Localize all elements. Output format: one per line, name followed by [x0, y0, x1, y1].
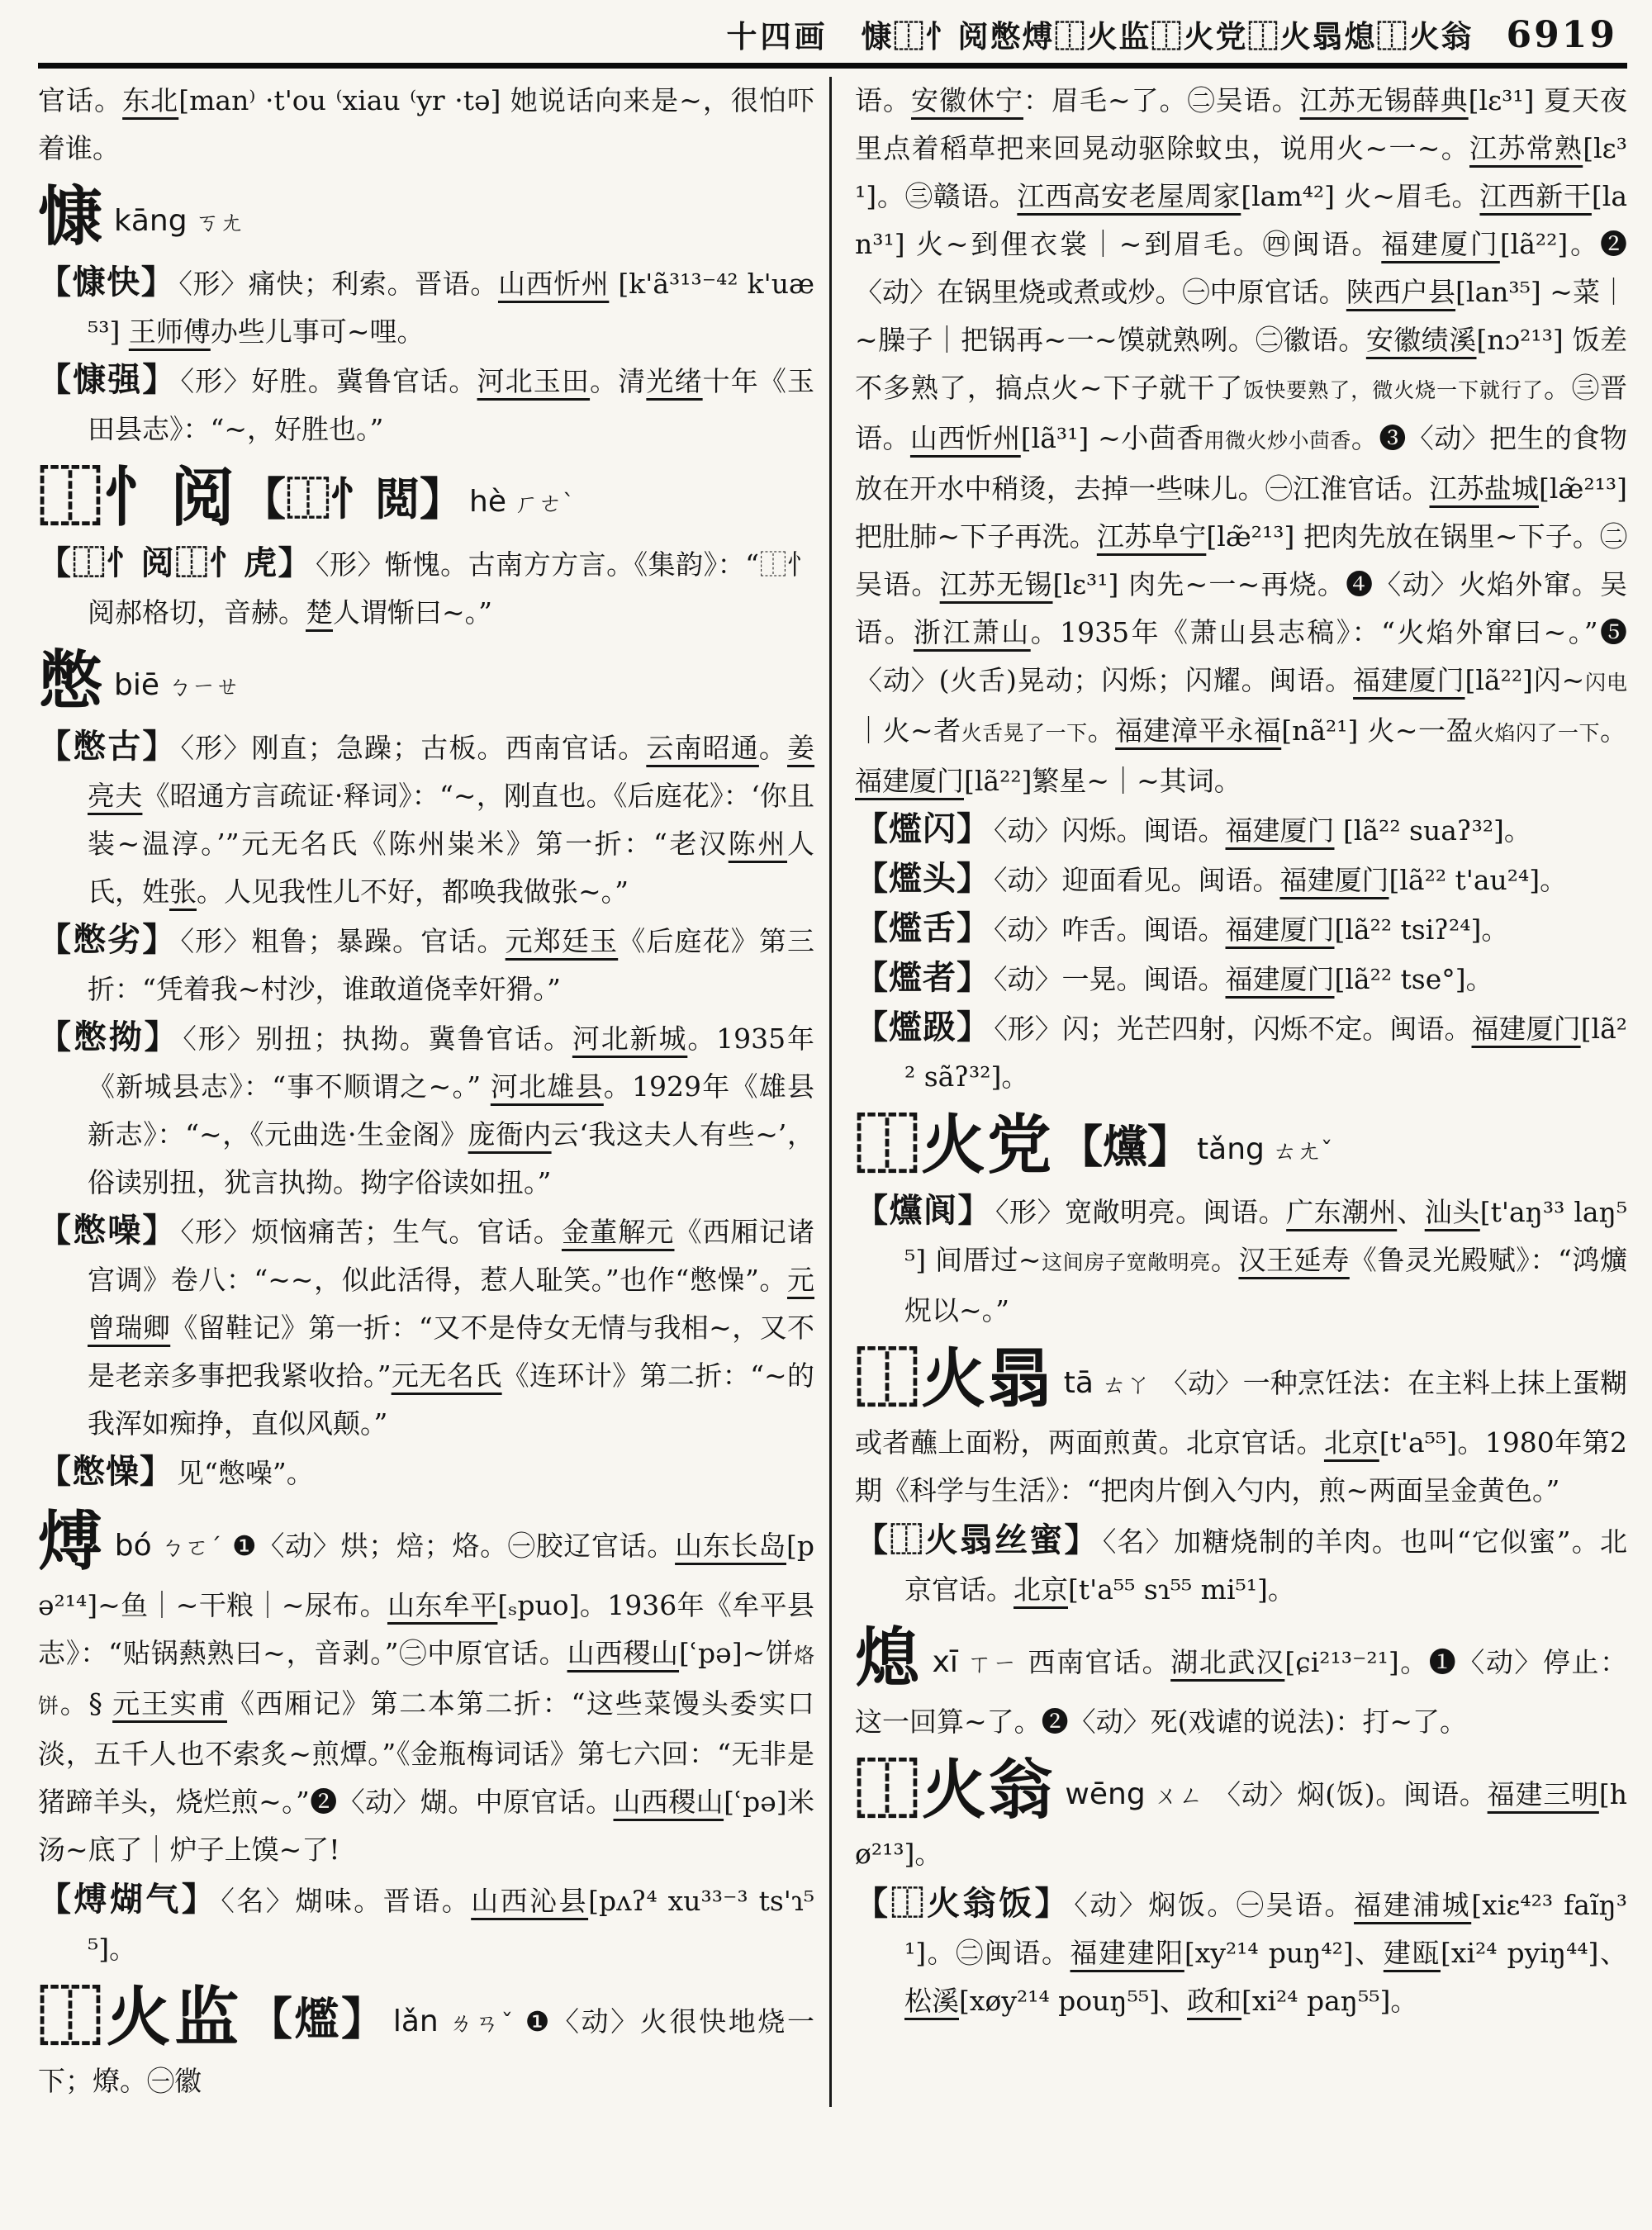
text-run: 《留鞋记》第一折：“又不是侍女无情与我相~，又不是老亲多事把我紧收拾。” — [88, 1312, 815, 1392]
text-run: [lɛ³¹]。㊂赣语。 — [855, 132, 1627, 212]
compound-entry — [38, 723, 814, 916]
text-run: [hø²¹³]。 — [855, 1778, 1627, 1870]
text-run: 《连环计》第二折：“~的我浑如痴挣，直似风颠。” — [88, 1359, 815, 1440]
text-run: [lan³¹] 火~到俚衣裳｜~到眉毛。㊃闽语。 — [855, 180, 1628, 260]
proper-noun-underlined: 金董解元 — [561, 1216, 675, 1248]
text-run: [pə²¹⁴]~鱼｜~干粮｜~尿布。 — [38, 1530, 814, 1621]
text-run: [ʿpə]米汤~底了｜炉子上馍~了! — [38, 1786, 814, 1866]
text-run: [læ̃²¹³] 把肚肺~下子再洗。 — [855, 472, 1628, 553]
compound-headword: 【⿰火𦐇丝蜜】 — [855, 1521, 1099, 1559]
continuation-paragraph — [38, 77, 814, 173]
dictionary-entry — [855, 1106, 1627, 1185]
proper-noun-underlined: 北京 — [1323, 1426, 1379, 1459]
page-number: 6919 — [1506, 14, 1617, 56]
entry-pinyin: lǎn — [392, 2005, 439, 2038]
text-run: 〈动〉一晃。闽语。 — [994, 963, 1226, 995]
proper-noun-underlined: 元王实甫 — [112, 1687, 227, 1720]
text-run: 〈动〉焖(饭)。闽语。 — [1213, 1778, 1488, 1810]
text-run: [læ̃²¹³] 把肉先放在锅里~下子。㊁吴语。 — [855, 520, 1628, 600]
compound-headword: 【爁趿】 — [855, 1008, 991, 1046]
text-run: 语。 — [855, 84, 911, 116]
text-run: 西南官话。 — [1028, 1646, 1171, 1678]
text-run: [t'a⁵⁵]。1980年第2期《科学与生活》：“把肉片倒入勺内，煎~两面呈金黄色。” — [855, 1426, 1628, 1506]
compound-entry — [855, 1516, 1627, 1614]
text-run: [k'ã³¹³⁻⁴² k'uæ⁵³] — [88, 268, 815, 348]
entry-zhuyin: ㄊㄤˇ — [1272, 1136, 1333, 1165]
entry-headword: 慷 — [38, 179, 105, 254]
text-run: [lã²² suaʔ³²]。 — [1334, 814, 1531, 847]
text-run: 。1935年《萧山县志稿》：“火焰外窜曰~。”❺〈动〉(火舌)晃动；闪烁；闪耀。闽语。 — [855, 616, 1628, 696]
proper-noun-underlined: 湖北武汉 — [1170, 1646, 1285, 1678]
text-run: 见“憋噪”。 — [177, 1457, 314, 1489]
header-character-list: 慷⿰忄阅憋煿⿰火监⿰火党⿰火𦐇熄⿰火翁 — [861, 18, 1474, 55]
compound-headword: 【⿰火翁饭】 — [855, 1884, 1071, 1923]
text-run: [lã²²]闪~ — [1464, 664, 1585, 696]
compound-headword: 【爣阆】 — [855, 1191, 993, 1230]
entry-traditional-form: 【爁】 — [247, 1992, 388, 2045]
text-run: ｜火~者 — [855, 714, 961, 747]
proper-noun-underlined: 陈州 — [728, 828, 787, 860]
small-annotation: 烙饼 — [38, 1644, 814, 1718]
proper-noun-underlined: 张 — [169, 875, 197, 908]
text-run: [ₛpuo]。1936年《牟平县志》：“贴锅爇熟曰~，音剥。”㊁中原官话。 — [38, 1589, 814, 1669]
entry-headword: ⿰火翁 — [855, 1753, 1056, 1828]
compound-headword: 【⿰忄阅⿰忄虎】 — [38, 543, 313, 582]
proper-noun-underlined: 河北新城 — [572, 1022, 688, 1055]
compound-entry — [38, 259, 814, 356]
entry-pinyin: tǎng — [1197, 1132, 1265, 1166]
text-run: [xy²¹⁴ puŋ⁴²]、 — [1184, 1937, 1384, 1969]
text-run: [ɕi²¹³⁻²¹]。❶〈动〉停止：这一回算~了。❷〈动〉死(戏谑的说法)：打~了。 — [855, 1646, 1627, 1738]
small-annotation: 火舌晃了一下 — [961, 721, 1088, 745]
entry-pinyin: xī — [932, 1645, 958, 1679]
text-run: 。1929年《雄县新志》：“~，《元曲选·生金阁》 — [88, 1070, 815, 1151]
entry-traditional-form: 【爣】 — [1058, 1120, 1193, 1173]
text-run: 。 — [758, 732, 788, 764]
text-run: [t'a⁵⁵ sɿ⁵⁵ mi⁵¹]。 — [1068, 1573, 1295, 1606]
entry-pinyin: hè — [469, 485, 506, 519]
entry-zhuyin: ㄌㄢˇ — [446, 2009, 515, 2037]
text-run: ❶〈动〉火很快地烧一下；燎。㊀徽 — [38, 2005, 814, 2097]
compound-headword: 【慷强】 — [38, 360, 178, 399]
compound-entry — [38, 1448, 814, 1497]
proper-noun-underlined: 山西忻州 — [497, 268, 610, 300]
compound-headword: 【爁闪】 — [855, 809, 990, 848]
dictionary-entry — [38, 178, 814, 257]
compound-entry — [38, 1876, 814, 1973]
text-run: [man⁾ ·t'ou ⁽xiau ⁽yr ·tə] 她说话向来是~，很怕吓着谁。 — [38, 84, 815, 164]
proper-noun-underlined: 福建漳平永福 — [1115, 714, 1282, 747]
compound-headword: 【爁舌】 — [855, 909, 990, 947]
proper-noun-underlined: 河北雄县 — [490, 1070, 604, 1103]
proper-noun-underlined: 山西忻州 — [909, 422, 1021, 454]
compound-headword: 【爁头】 — [855, 859, 990, 898]
proper-noun-underlined: 福建厦门 — [855, 765, 964, 797]
text-run: [lɛ³¹] 肉先~一~再烧。❹〈动〉火焰外窜。吴语。 — [855, 568, 1628, 648]
entry-zhuyin: ㄊㄚ — [1101, 1370, 1151, 1398]
entry-headword: ⿰忄阅 — [38, 460, 237, 535]
small-annotation: 闪电 — [1584, 671, 1628, 695]
text-run: 。❸〈动〉把生的食物放在开水中稍烫，去掉一些味儿。㊀江淮官话。 — [855, 422, 1627, 505]
page-header — [38, 12, 1627, 56]
text-run: 。1935年《新城县志》：“事不顺谓之~。” — [88, 1022, 815, 1103]
text-run: [t'aŋ³³ laŋ⁵⁵] 间厝过~ — [904, 1196, 1628, 1276]
compound-entry — [38, 539, 814, 637]
text-run: 〈形〉刚直；急躁；古板。西南官话。 — [180, 732, 647, 764]
compound-headword: 【爁者】 — [855, 958, 990, 997]
proper-noun-underlined: 元无名氏 — [391, 1359, 502, 1392]
text-run: 。§ — [59, 1687, 113, 1720]
proper-noun-underlined: 东北 — [122, 84, 179, 116]
entry-traditional-form: 【⿰忄閲】 — [241, 472, 465, 525]
proper-noun-underlined: 政和 — [1187, 1985, 1242, 2017]
text-run: 〈动〉咋舌。闽语。 — [994, 913, 1226, 946]
text-run: 。 — [1087, 714, 1116, 747]
proper-noun-underlined: 山西稷山 — [567, 1637, 680, 1669]
entry-pinyin: wēng — [1065, 1777, 1146, 1811]
text-run: [ʿpə]~饼 — [679, 1637, 794, 1669]
compound-entry — [855, 805, 1627, 855]
dictionary-entry — [855, 1751, 1627, 1878]
entry-headword: ⿰火𦐇 — [855, 1341, 1054, 1416]
compound-entry — [855, 904, 1627, 954]
text-run: 〈形〉闪；光芒四射，闪烁不定。闽语。 — [994, 1013, 1472, 1045]
text-run: 〈形〉好胜。冀鲁官话。 — [180, 365, 477, 397]
proper-noun-underlined: 福建建阳 — [1070, 1937, 1184, 1969]
compound-headword: 【憋噪】 — [38, 1211, 178, 1250]
proper-noun-underlined: 建瓯 — [1383, 1937, 1441, 1969]
compound-headword: 【憋劣】 — [38, 920, 178, 959]
proper-noun-underlined: 山西稷山 — [613, 1786, 724, 1818]
proper-noun-underlined: 河北玉田 — [477, 365, 591, 397]
proper-noun-underlined: 姜亮夫 — [88, 732, 815, 812]
entry-zhuyin: ㄒㄧ — [966, 1649, 1018, 1677]
text-run: [lan³⁵] ~菜｜~臊子｜把锅再~一~馍就熟咧。㊁徽语。 — [855, 276, 1627, 356]
entry-zhuyin: ㄎㄤ — [195, 208, 244, 236]
proper-noun-underlined: 北京 — [1014, 1573, 1068, 1606]
text-run: 。人见我性儿不好，都唤我做张~。” — [197, 875, 629, 908]
text-run: 《后庭花》第三折：“凭着我~村沙，谁敢道侥幸奸猾。” — [88, 925, 815, 1005]
compound-entry — [38, 916, 814, 1013]
proper-noun-underlined: 汕头 — [1424, 1196, 1480, 1228]
text-run: [lam⁴²] 火~眉毛。 — [1241, 180, 1480, 212]
text-run: [lã³¹] ~小茴香 — [1020, 422, 1204, 454]
proper-noun-underlined: 庞衙内 — [468, 1118, 552, 1151]
compound-headword: 【憋懆】 — [38, 1452, 173, 1491]
right-column — [829, 77, 1627, 2107]
stroke-count-section-label: 十四画 — [726, 18, 828, 55]
proper-noun-underlined: 元曾瑞卿 — [88, 1264, 814, 1344]
text-run: 人谓惭曰~。” — [333, 596, 493, 629]
entry-headword: 憋 — [38, 643, 105, 719]
text-run: [lã²² tse°]。 — [1334, 963, 1493, 995]
compound-entry — [855, 1880, 1627, 2025]
text-run: 十年《玉田县志》：“~，好胜也。” — [88, 365, 815, 445]
proper-noun-underlined: 江苏盐城 — [1429, 472, 1539, 505]
text-run: [xi²⁴ pyiŋ⁴⁴]、 — [1440, 1937, 1628, 1969]
text-run: 〈形〉别扭；执拗。冀鲁官话。 — [183, 1022, 572, 1055]
entry-pinyin: biē — [114, 668, 160, 702]
proper-noun-underlined: 安徽休宁 — [911, 84, 1023, 116]
proper-noun-underlined: 江苏常熟 — [1469, 132, 1583, 164]
header-rule — [38, 63, 1627, 69]
text-run: 人氏，姓 — [88, 828, 814, 908]
proper-noun-underlined: 安徽绩溪 — [1365, 324, 1477, 356]
dictionary-entry — [38, 458, 814, 538]
proper-noun-underlined: 福建厦门 — [1225, 963, 1335, 995]
compound-entry — [855, 855, 1627, 904]
entry-headword: 煿 — [38, 1504, 105, 1579]
text-run: [xøy²¹⁴ pouŋ⁵⁵]、 — [959, 1985, 1188, 2017]
text-run: [pʌʔ⁴ xu³³⁻³ ts'ɿ⁵⁵]。 — [88, 1885, 815, 1965]
text-run: 《西厢记诸宫调》卷八：“~~，似此活得，惹人耻笑。”也作“憋懆”。 — [88, 1216, 815, 1296]
text-run: [xi²⁴ paŋ⁵⁵]。 — [1241, 1985, 1418, 2017]
proper-noun-underlined: 江苏阜宁 — [1096, 520, 1207, 553]
proper-noun-underlined: 山东长岛 — [675, 1530, 786, 1562]
dictionary-entry — [38, 1502, 814, 1874]
proper-noun-underlined: 江苏无锡 — [939, 568, 1053, 600]
proper-noun-underlined: 陕西户县 — [1346, 276, 1456, 308]
proper-noun-underlined: 云南昭通 — [646, 732, 759, 764]
proper-noun-underlined: 广东潮州 — [1286, 1196, 1398, 1228]
left-column — [38, 77, 829, 2107]
proper-noun-underlined: 福建厦门 — [1353, 664, 1465, 696]
two-column-text — [38, 77, 1627, 2107]
text-run: [lã²² tsiʔ²⁴]。 — [1334, 913, 1509, 946]
text-run: [nɔ²¹³] 饭差不多熟了，搞点火~下子就干了 — [855, 324, 1628, 404]
text-run: [lã²²]繁星~｜~其词。 — [964, 765, 1241, 797]
text-run: 〈动〉闪烁。闽语。 — [994, 814, 1226, 847]
text-run: 《鲁灵光殿赋》：“鸿爌炾以~。” — [904, 1244, 1628, 1326]
continuation-paragraph — [855, 77, 1627, 805]
proper-noun-underlined: 福建厦门 — [1225, 913, 1335, 946]
proper-noun-underlined: 福建三明 — [1487, 1778, 1599, 1810]
entry-headword: ⿰火党 — [855, 1108, 1054, 1183]
text-run: [lã²²]。❷〈动〉在锅里烧或煮或炒。㊀中原官话。 — [855, 228, 1628, 308]
text-run: 〈动〉迎面看见。闽语。 — [994, 864, 1280, 896]
entry-zhuyin: ㄏㄜˋ — [514, 489, 575, 517]
compound-entry — [855, 1004, 1627, 1101]
entry-zhuyin: ㄨㄥ — [1153, 1782, 1204, 1810]
compound-headword: 【慷快】 — [38, 263, 176, 301]
compound-headword: 【憋拗】 — [38, 1018, 180, 1056]
text-run: 云‘我这夫人有些~’，俗读别扭，犹言执拗。拗字俗读如扭。” — [88, 1118, 815, 1198]
text-run: 〈动〉一种烹饪法：在主料上抹上蛋糊或者蘸上面粉，两面煎黄。北京官话。 — [855, 1367, 1627, 1459]
entry-headword: 熄 — [855, 1620, 923, 1696]
small-annotation: 这间房子宽敞明亮 — [1041, 1250, 1211, 1274]
compound-headword: 【憋古】 — [38, 727, 178, 766]
proper-noun-underlined: 浙江萧山 — [913, 616, 1031, 648]
compound-entry — [38, 1013, 814, 1207]
proper-noun-underlined: 光绪 — [646, 365, 703, 397]
proper-noun-underlined: 江苏无锡薛典 — [1299, 84, 1469, 116]
dictionary-entry — [38, 1978, 814, 2105]
proper-noun-underlined: 山西沁县 — [471, 1885, 589, 1917]
entry-zhuyin: ㄅㄛˊ — [159, 1533, 223, 1561]
compound-entry — [38, 356, 814, 453]
text-run: [lɛ³¹] 夏天夜里点着稻草把来回晃动驱除蚊虫，说用火~一~。 — [855, 84, 1628, 164]
text-run: 。㊂晋语。 — [855, 372, 1628, 454]
proper-noun-underlined: 福建浦城 — [1354, 1889, 1472, 1921]
proper-noun-underlined: 江西高安老屋周家 — [1017, 180, 1241, 212]
text-run: ：眉毛~了。㊁吴语。 — [1023, 84, 1300, 116]
text-run: 。 — [1210, 1244, 1239, 1276]
text-run: 官话。 — [38, 84, 123, 116]
proper-noun-underlined: 江西新干 — [1479, 180, 1592, 212]
proper-noun-underlined: 福建厦门 — [1471, 1013, 1581, 1045]
proper-noun-underlined: 元郑廷玉 — [505, 925, 619, 957]
entry-pinyin: bó — [114, 1529, 152, 1563]
text-run: 《昭通方言疏证·释词》：“~，刚直也。《后庭花》：‘你且装~温淳。’”元无名氏《陈州粜米》第一折：“老汉 — [88, 780, 814, 860]
proper-noun-underlined: 楚 — [306, 596, 333, 629]
text-run: 〈形〉宽敞明亮。闽语。 — [995, 1196, 1287, 1228]
compound-entry — [855, 954, 1627, 1004]
small-annotation: 火焰闪了一下 — [1473, 721, 1600, 745]
text-run: 。 — [1600, 714, 1627, 747]
proper-noun-underlined: 汉王延寿 — [1238, 1244, 1350, 1276]
small-annotation: 饭快要熟了，微火烧一下就行了 — [1243, 378, 1545, 402]
dictionary-entry — [855, 1340, 1627, 1515]
proper-noun-underlined: 王师傅 — [128, 316, 211, 348]
dictionary-entry — [38, 642, 814, 721]
dictionary-entry — [855, 1619, 1627, 1746]
text-run: ❶〈动〉烘；焙；烙。㊀胶辽官话。 — [232, 1530, 676, 1562]
text-run: 、 — [1397, 1196, 1425, 1228]
compound-headword: 【煿煳气】 — [38, 1880, 218, 1919]
proper-noun-underlined: 山东牟平 — [387, 1589, 498, 1621]
text-run: [lã²² t'au²⁴]。 — [1389, 864, 1568, 896]
text-run: 〈形〉烦恼痛苦；生气。官话。 — [180, 1216, 562, 1248]
proper-noun-underlined: 福建厦门 — [1381, 228, 1500, 260]
compound-entry — [855, 1187, 1627, 1335]
entry-zhuyin: ㄅㄧㄝ — [168, 672, 240, 700]
text-run: [lã²² sãʔ³²]。 — [904, 1013, 1628, 1093]
text-run: 《西厢记》第二本第二折：“这些菜馒头委实口淡，五千人也不索炙~煎燂。”《金瓶梅词话》第七六回：“无非是猪蹄羊头，烧烂煎~。”❷〈动〉煳。中原官话。 — [38, 1687, 814, 1818]
text-run: 办些儿事可~哩。 — [210, 316, 425, 348]
text-run: [xiɛ⁴²³ faĩŋ³¹]。㊁闽语。 — [904, 1889, 1628, 1969]
text-run: 〈形〉惭愧。古南方方言。《集韵》：“⿰忄阅郝格切，音赫。 — [88, 548, 815, 629]
entry-pinyin: tā — [1063, 1366, 1094, 1400]
text-run: 〈名〉加糖烧制的羊肉。也叫“它似蜜”。北京官话。 — [904, 1525, 1628, 1606]
small-annotation: 用微火炒小茴香 — [1203, 429, 1351, 453]
text-run: [nã²¹] 火~一盈 — [1281, 714, 1474, 747]
text-run: 〈形〉粗鲁；暴躁。官话。 — [180, 925, 506, 957]
text-run: 〈形〉痛快；利索。晋语。 — [178, 268, 498, 300]
text-run: 〈动〉焖饭。㊀吴语。 — [1074, 1889, 1355, 1921]
text-run: 。清 — [590, 365, 647, 397]
entry-pinyin: kāng — [114, 204, 188, 238]
text-run: 〈名〉煳味。晋语。 — [221, 1885, 472, 1917]
compound-entry — [38, 1207, 814, 1448]
proper-noun-underlined: 福建厦门 — [1225, 814, 1335, 847]
proper-noun-underlined: 松溪 — [904, 1985, 959, 2017]
proper-noun-underlined: 福建厦门 — [1279, 864, 1389, 896]
entry-headword: ⿰火监 — [38, 1980, 243, 2055]
